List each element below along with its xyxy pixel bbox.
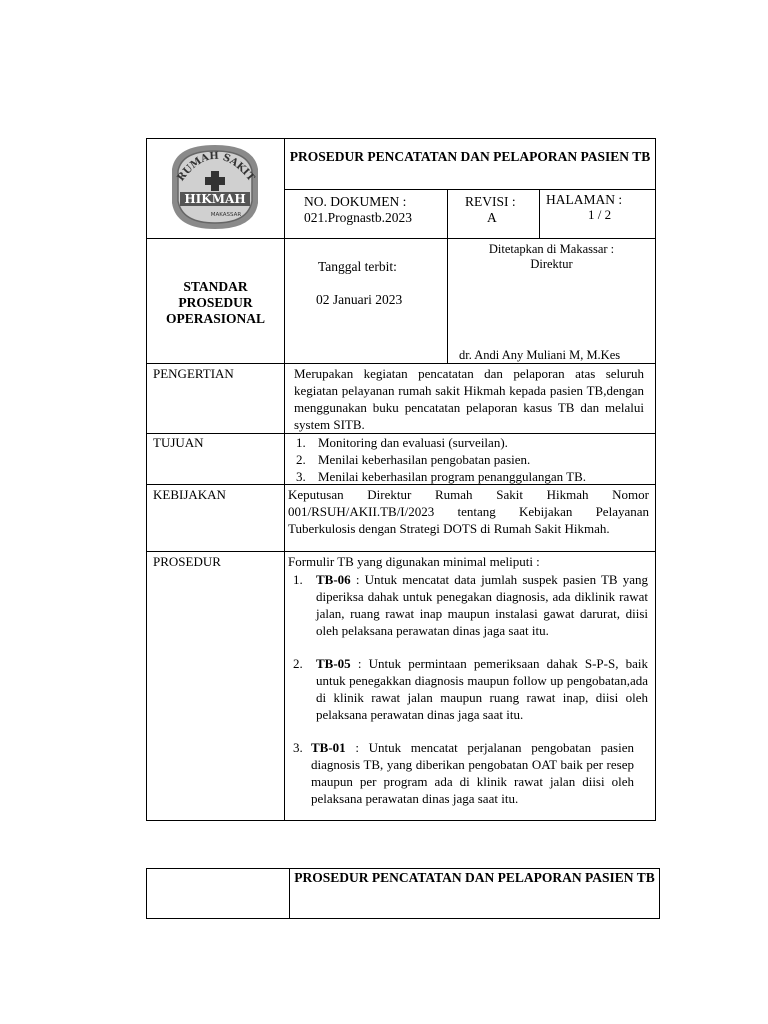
page-label: HALAMAN : [546,192,623,207]
kebijakan-text: Keputusan Direktur Rumah Sakit Hikmah Nomor 001/RSUH/AKII.TB/I/2023 tentang Kebijakan Pelayanan Tuberkulosis dengan Strategi DOTS di Rumah Sakit Hikmah. [288,487,649,536]
page2-title: PROSEDUR PENCATATAN DAN PELAPORAN PASIEN TB [294,870,655,885]
prosedur-intro: Formulir TB yang digunakan minimal meliputi : [288,554,540,569]
established-in: Ditetapkan di Makassar : [488,242,615,256]
document-title: PROSEDUR PENCATATAN DAN PELAPORAN PASIEN TB [289,149,651,164]
list-item-number: 2. [296,452,306,467]
doc-number-value: 021.Prognastb.2023 [304,210,412,225]
svg-text:RUMAH SAKIT: RUMAH SAKIT [175,150,257,184]
prosedur-item-2 [316,655,648,723]
tujuan-item-2: Menilai keberhasilan pengobatan pasien. [318,452,531,467]
revision-label: REVISI : [465,194,516,209]
tujuan-label: TUJUAN [153,435,204,450]
prosedur-item-1 [316,571,648,639]
prosedur-item-3 [311,739,634,807]
sop-label-line1: STANDAR [183,279,248,294]
sop-label-line3: OPERASIONAL [165,311,265,326]
kebijakan-label: KEBIJAKAN [153,487,226,502]
sop-label-line2: PROSEDUR [178,295,253,310]
form-code: TB-01 [311,740,346,755]
list-item-number: 1. [296,435,306,450]
pengertian-label: PENGERTIAN [153,366,234,381]
form-description: : Untuk permintaan pemeriksaan dahak S-P-S, baik untuk penegakkan diagnosis maupun follow up pengobatan,ada di klinik rawat jalan maupun ruang rawat inap, diisi oleh pelaksana perawatan dinas jaga saat itu. [316,656,648,722]
form-code: TB-06 [316,572,351,587]
form-description: : Untuk mencatat data jumlah suspek pasien TB yang diperiksa dahak untuk penegakan diagnosis, ada diklinik rawat jalan, ruang rawat inap maupun instalasi gawat darurat, diisi oleh pelaksana perawatan dinas jaga saat itu. [316,572,648,638]
svg-text:MAKASSAR: MAKASSAR [210,212,242,218]
svg-text:HIKMAH: HIKMAH [184,192,246,206]
tujuan-item-1: Monitoring dan evaluasi (surveilan). [318,435,508,450]
page-value: 1 / 2 [588,207,612,222]
prosedur-item-number: 1. [293,572,303,587]
pengertian-text: Merupakan kegiatan pencatatan dan pelaporan atas seluruh kegiatan pelayanan rumah sakit Hikmah kepada pasien TB,dengan menggunakan buku pencatatan pelaporan kasus TB dan melalui system SITB. [294,366,644,432]
issue-date-value: 02 Januari 2023 [316,292,403,307]
issue-date-label: Tanggal terbit: [318,259,397,274]
prosedur-label: PROSEDUR [153,554,221,569]
revision-value: A [487,210,497,225]
form-description: : Untuk mencatat perjalanan pengobatan pasien diagnosis TB, yang diberikan pengobatan OAT baik per resep maupun per program ada di klinik rawat jalan diisi oleh pelaksana perawatan dinas jaga saat itu. [311,740,634,806]
signatory-name: dr. Andi Any Muliani M, M.Kes [459,348,621,362]
hospital-logo-emblem [166,141,264,233]
list-item-number: 3. [296,469,306,484]
prosedur-item-number: 3. [293,740,303,755]
tujuan-item-3: Menilai keberhasilan program penanggulangan TB. [318,469,586,484]
hospital-logo [166,141,264,233]
director-title: Direktur [530,257,573,271]
prosedur-item-number: 2. [293,656,303,671]
form-code: TB-05 [316,656,351,671]
doc-number-label: NO. DOKUMEN : [304,194,407,209]
